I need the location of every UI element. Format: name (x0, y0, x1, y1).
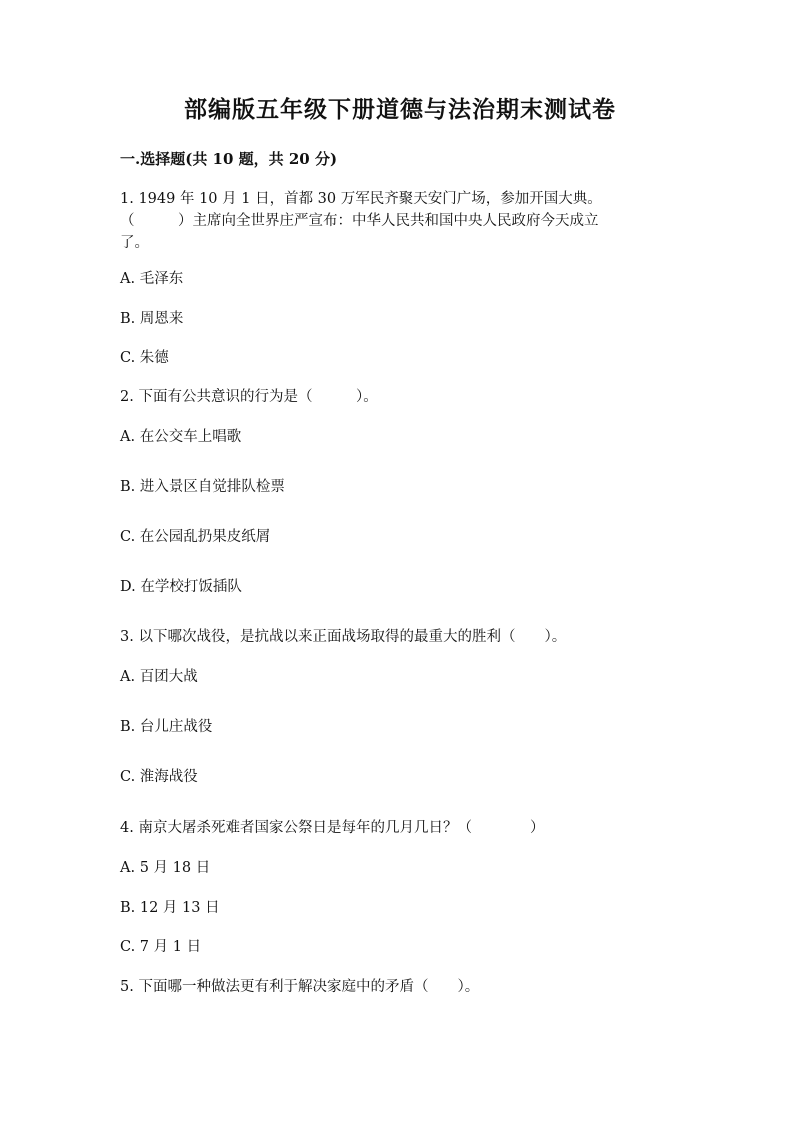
question-4-option-b: B. 12 月 13 日 (120, 900, 220, 916)
question-1-option-b: B. 周恩来 (120, 311, 184, 327)
question-1-line-2: （ ）主席向全世界庄严宣布：中华人民共和国中央人民政府今天成立 (120, 213, 599, 229)
question-2-option-b: B. 进入景区自觉排队检票 (120, 479, 285, 495)
question-3-option-b: B. 台儿庄战役 (120, 719, 213, 735)
question-2-option-d: D. 在学校打饭插队 (120, 579, 242, 595)
question-1-option-c: C. 朱德 (120, 350, 169, 366)
question-2-option-a: A. 在公交车上唱歌 (120, 429, 242, 445)
question-3-option-a: A. 百团大战 (120, 669, 198, 685)
question-2-option-c: C. 在公园乱扔果皮纸屑 (120, 529, 271, 545)
question-1-line-1: 1. 1949 年 10 月 1 日，首都 30 万军民齐聚天安门广场，参加开国大典。 (120, 191, 602, 207)
section-heading: 一.选择题(共 10 题，共 20 分) (120, 150, 338, 168)
question-1-option-a: A. 毛泽东 (120, 271, 184, 287)
question-3-line-1: 3. 以下哪次战役，是抗战以来正面战场取得的最重大的胜利（ ）。 (120, 629, 567, 645)
question-2-line-1: 2. 下面有公共意识的行为是（ ）。 (120, 389, 378, 405)
page-title: 部编版五年级下册道德与法治期末测试卷 (184, 96, 616, 123)
question-5-line-1: 5. 下面哪一种做法更有利于解决家庭中的矛盾（ ）。 (120, 979, 480, 995)
question-1-line-3: 了。 (120, 235, 149, 251)
question-4-option-a: A. 5 月 18 日 (120, 860, 211, 876)
question-4-line-1: 4. 南京大屠杀死难者国家公祭日是每年的几月几日？（ ） (120, 820, 545, 836)
question-4-option-c: C. 7 月 1 日 (120, 939, 202, 955)
question-3-option-c: C. 淮海战役 (120, 769, 198, 785)
